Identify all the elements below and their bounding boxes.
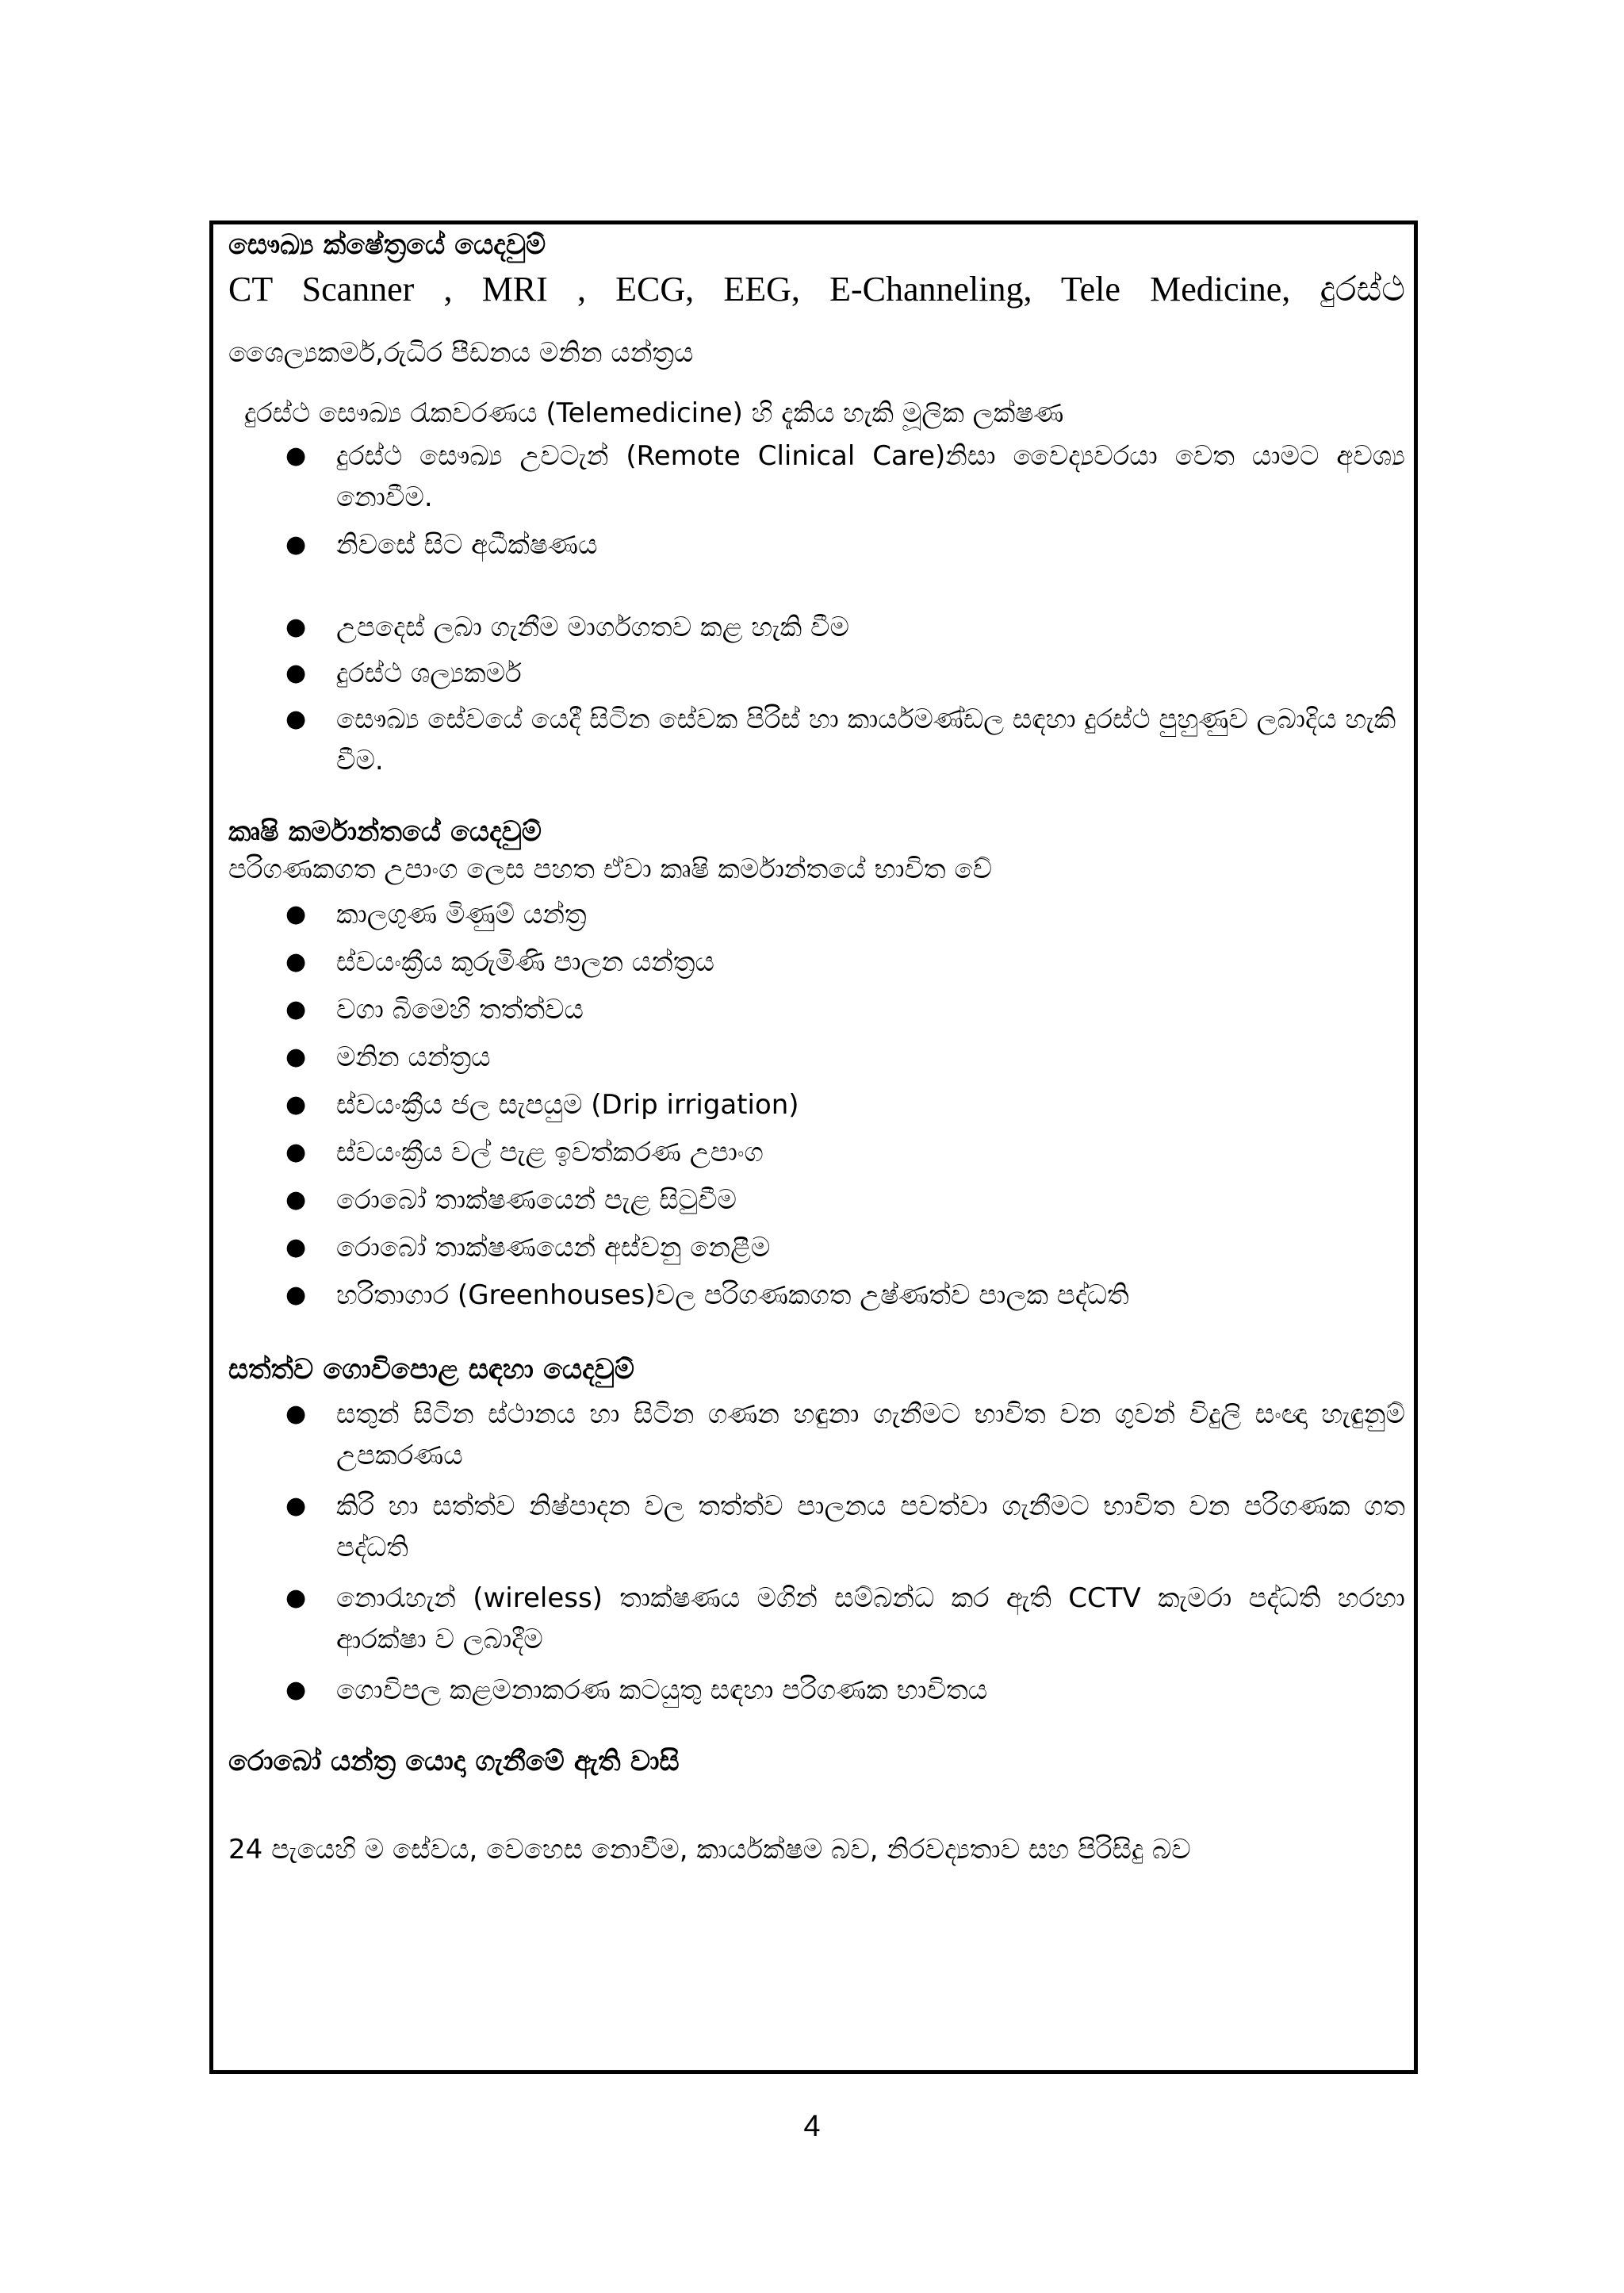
health-technologies-line-2: ශෛල්‍යකර්ම,රුධිර පීඩනය මනින යන්ත්‍රය [228,337,694,369]
list-item: ● නොරැහැන් (wireless) තාක්ෂණය මගින් සම්බන්ධ කර ඇති CCTV කැමරා පද්ධති හරහා ආරක්ෂා ව ලබාදීම [228,1578,1405,1660]
health-technologies-line: CT Scanner , MRI , ECG, EEG, E-Channeling, Tele Medicine, දුරස්ථ [228,270,1405,309]
list-item: ● ස්වයංක්‍රීය කුරුමිණි පාලන යන්ත්‍රය [228,938,1405,986]
agriculture-intro: පරිගණකගත උපාංග ලෙස පහත ඒවා කෘෂි කර්මාන්තයේ භාවිත වේ [228,853,993,885]
robots-advantages: 24 පැයෙහි ම සේවය, වෙහෙස නොවීම, කාර්යක්ෂම බව, නිරවද්‍යතාව සහ පිරිසිදු බව [228,1834,1191,1865]
list-item: ● ගොවිපල කළමනාකරණ කටයුතු සඳහා පරිගණක භාවිතය [228,1670,1405,1711]
bullet-icon: ● [285,1400,307,1428]
list-item: ● උපදෙස් ලබා ගැනීම මාර්ගගතව කළ හැකි වීම [228,607,1405,648]
livestock-heading: සත්ත්ව ගොවිපොළ සඳහා යෙදවුම් [228,1354,634,1386]
robots-heading: රොබෝ යන්ත්‍ර යොදා ගැනීමේ ඇති වාසි [228,1746,680,1777]
page-content [228,226,1405,1871]
bullet-icon: ● [285,705,307,733]
list-item: ● නිවසේ සිට අධීක්ෂණය [228,524,1405,566]
telemedicine-list [228,435,1405,781]
bullet-icon: ● [285,1676,307,1704]
bullet-icon: ● [285,442,307,470]
list-item: ● දුරස්ථ ශල්‍යකර්ම [228,653,1405,694]
health-section [228,226,1405,781]
page-number: 4 [803,2110,821,2143]
bullet-icon: ● [285,1492,307,1520]
bullet-icon: ● [285,1091,307,1118]
health-heading: සෞඛ්‍ය ක්ෂේත්‍රයේ යෙදවුම් [228,229,546,261]
bullet-icon: ● [285,1186,307,1214]
livestock-list [228,1394,1405,1711]
bullet-icon: ● [285,531,307,558]
bullet-icon: ● [285,659,307,687]
bullet-icon: ● [285,1584,307,1612]
agriculture-list [228,891,1405,1319]
livestock-section [228,1351,1405,1711]
list-item: ● කිරි හා සත්ත්ව නිෂ්පාදන වල තත්ත්ව පාලනය පවත්වා ගැනීමට භාවිත වන පරිගණක ගත පද්ධති [228,1486,1405,1568]
list-item: ● ස්වයංක්‍රීය ජල සැපයුම (Drip irrigation) [228,1081,1405,1129]
list-item: ● වගා බිමෙහි තත්ත්වය [228,986,1405,1033]
list-item: ● දුරස්ථ සෞඛ්‍ය උවටැන් (Remote Clinical Care)නිසා වෛද්‍යවරයා වෙත යාමට අවශ්‍ය නොවීම. [228,435,1405,518]
bullet-icon: ● [285,1043,307,1071]
list-item: ● රොබෝ තාක්ෂණයෙන් පැළ සිටුවීම [228,1176,1405,1224]
agriculture-heading: කෘෂි කර්මාන්තයේ යෙදවුම් [228,816,542,848]
list-item: ● සෞඛ්‍ය සේවයේ යෙදී සිටින සේවක පිරිස් හා කාර්යමණ්ඩල සඳහා දුරස්ථ පුහුණුව ලබාදිය හැකි වීම. [228,699,1405,781]
bullet-icon: ● [285,1281,307,1309]
bullet-icon: ● [285,1138,307,1166]
list-item: ● හරිතාගාර (Greenhouses)වල පරිගණකගත උෂ්ණත්ව පාලක පද්ධති [228,1271,1405,1319]
list-item: ● මනින යන්ත්‍රය [228,1033,1405,1081]
list-item: ● සතුන් සිටින ස්ථානය හා සිටින ගණන හඳුනා ගැනීමට භාවිත වන ගුවන් විදුලි සංඥා හැඳුනුම් උපකරණය [228,1394,1405,1476]
robots-section [228,1743,1405,1871]
telemedicine-intro: දුරස්ථ සෞඛ්‍ය රැකවරණය (Telemedicine) හි දැකිය හැකි මූලික ලක්ෂණ [244,397,1064,429]
list-item: ● ස්වයංක්‍රීය වල් පැළ ඉවත්කරණ උපාංග [228,1129,1405,1176]
agriculture-section [228,813,1405,1319]
list-item: ● රොබෝ තාක්ෂණයෙන් අස්වනු නෙළීම [228,1224,1405,1271]
bullet-icon: ● [285,613,307,641]
bullet-icon: ● [285,900,307,928]
bullet-icon: ● [285,995,307,1023]
list-item: ● කාලගුණ මිණුම් යන්ත්‍ර [228,891,1405,938]
bullet-icon: ● [285,948,307,976]
bullet-icon: ● [285,1233,307,1261]
